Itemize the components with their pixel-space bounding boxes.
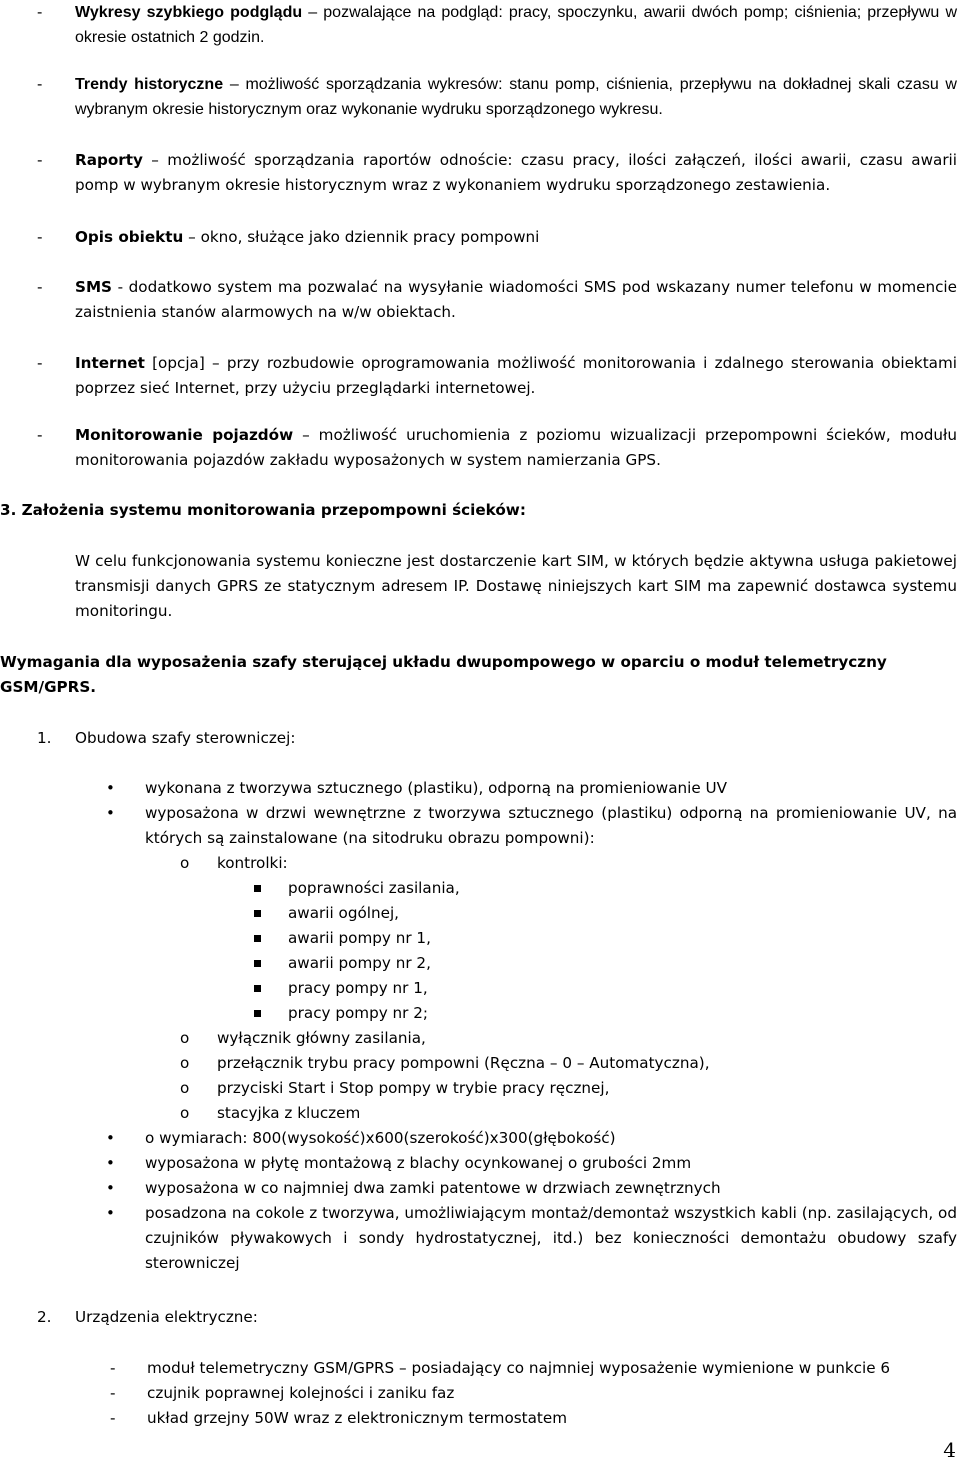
circle-marker: o [180, 1029, 190, 1047]
feature-text: możliwość uruchomienia z poziomu wizualizacji przepompowni ścieków, modułu monitorowania pojazdów zakładu wyposażonych w system namierzania GPS. [75, 426, 957, 469]
bullet-marker: • [106, 1204, 115, 1222]
bullet-text: wyposażona w płytę montażową z blachy ocynkowanej o grubości 2mm [145, 1154, 692, 1172]
feature-sep: – [293, 426, 319, 444]
bullet-text: wykonana z tworzywa sztucznego (plastiku), odporną na promieniowanie UV [145, 779, 728, 797]
feature-sep: – [302, 4, 324, 21]
square-item-text: pracy pompy nr 1, [288, 979, 428, 997]
sub-item-text: kontrolki: [217, 854, 288, 872]
sub-item [0, 1076, 960, 1101]
dash-marker: - [110, 1409, 116, 1427]
sub-item-text: wyłącznik główny zasilania, [217, 1029, 426, 1047]
bullet-text: wyposażona w co najmniej dwa zamki patentowe w drzwiach zewnętrznych [145, 1179, 721, 1197]
section-3-paragraph: W celu funkcjonowania systemu konieczne jest dostarczenie kart SIM, w których będzie aktywna usługa pakietowej transmisji danych GPRS ze statycznym adresem IP. Dostawę niniejszych kart SIM ma zapewnić dostawca systemu monitoringu. [75, 552, 957, 620]
feature-item [0, 148, 960, 198]
feature-text: możliwość sporządzania wykresów: stanu pomp, ciśnienia, przepływu na dokładnej skali czasu w wybranym okresie historycznym oraz wykonanie wydruku sporządzonego wykresu. [75, 76, 957, 118]
feature-text: okno, służące jako dziennik pracy pompowni [200, 228, 540, 246]
square-item [0, 876, 960, 901]
sub-item [0, 1101, 960, 1126]
electrical-item [0, 1356, 960, 1381]
square-item [0, 901, 960, 926]
bullet-marker: • [106, 1154, 115, 1172]
bullet-item [0, 1126, 960, 1151]
feature-title: Raporty [75, 151, 143, 169]
electrical-item-text: moduł telemetryczny GSM/GPRS – posiadający co najmniej wyposażenie wymienione w punkcie 6 [147, 1359, 891, 1377]
feature-sep: – [223, 76, 246, 93]
bullet-marker: • [106, 1179, 115, 1197]
square-item-text: poprawności zasilania, [288, 879, 460, 897]
electrical-item-text: układ grzejny 50W wraz z elektronicznym termostatem [147, 1409, 568, 1427]
bullet-item [0, 776, 960, 801]
item-1-title-row [0, 726, 960, 751]
circle-marker: o [180, 1104, 190, 1122]
feature-text: możliwość sporządzania raportów odnoście: czasu pracy, ilości załączeń, ilości awarii, czasu awarii pomp w wybranym okresie historycznym wraz z wykonaniem wydruku sporządzonego zestawienia. [75, 151, 957, 194]
feature-text: dodatkowo system ma pozwalać na wysyłanie wiadomości SMS pod wskazany numer telefonu w momencie zaistnienia stanów alarmowych na w/w obiektach. [75, 278, 957, 321]
sub-item [0, 1051, 960, 1076]
square-item-text: awarii pompy nr 1, [288, 929, 431, 947]
square-item-text: pracy pompy nr 2; [288, 1004, 429, 1022]
square-item [0, 976, 960, 1001]
item-title: Obudowa szafy sterowniczej: [75, 729, 296, 747]
sub-item [0, 851, 960, 876]
page-number: 4 [943, 1438, 956, 1462]
sub-item-text: stacyjka z kluczem [217, 1104, 361, 1122]
item-2-title-row [0, 1305, 960, 1330]
feature-text: przy rozbudowie oprogramowania możliwość monitorowania i zdalnego sterowania obiektami poprzez sieć Internet, przy użyciu przeglądarki internetowej. [75, 354, 957, 397]
dash-marker: - [37, 426, 43, 444]
bullet-item [0, 801, 960, 851]
feature-sep: – [183, 228, 201, 246]
bullet-text: o wymiarach: 800(wysokość)x600(szerokość)x300(głębokość) [145, 1129, 616, 1147]
feature-sep: - [112, 278, 129, 296]
dash-marker: - [37, 151, 43, 169]
feature-sep: – [142, 151, 168, 169]
dash-marker: - [37, 4, 43, 21]
feature-item-block [0, 148, 960, 198]
dash-marker: - [37, 354, 43, 372]
feature-sep: [opcja] – [144, 354, 227, 372]
feature-item [0, 0, 960, 50]
feature-item [0, 423, 960, 473]
feature-item [0, 275, 960, 325]
square-bullet-icon [254, 1010, 261, 1017]
sub-item-text: przyciski Start i Stop pompy w trybie pracy ręcznej, [217, 1079, 610, 1097]
feature-title: Trendy historyczne [75, 76, 224, 93]
bullet-text: wyposażona w drzwi wewnętrzne z tworzywa sztucznego (plastiku) odporną na promieniowanie UV, na których są zainstalowane (na sitodruku obrazu pompowni): [145, 804, 957, 847]
feature-item-block [0, 225, 960, 250]
bullet-list [0, 776, 960, 1276]
electrical-item [0, 1381, 960, 1406]
item-title: Urządzenia elektryczne: [75, 1308, 258, 1326]
dash-marker: - [37, 76, 43, 93]
section-heading [0, 498, 960, 523]
feature-item [0, 225, 960, 250]
bullet-item [0, 1176, 960, 1201]
dash-marker: - [37, 228, 43, 246]
square-item [0, 951, 960, 976]
feature-item [0, 72, 960, 122]
electrical-list [0, 1356, 960, 1431]
feature-item-block [0, 423, 960, 473]
requirements-heading-text: Wymagania dla wyposażenia szafy sterującej układu dwupompowego w oparciu o moduł telemetryczny GSM/GPRS. [0, 653, 887, 696]
square-bullet-icon [254, 985, 261, 992]
square-bullet-icon [254, 910, 261, 917]
requirements-heading [0, 650, 957, 700]
square-bullet-icon [254, 935, 261, 942]
feature-title: SMS [75, 278, 112, 296]
sub-item [0, 1026, 960, 1051]
electrical-item [0, 1406, 960, 1431]
square-bullet-icon [254, 885, 261, 892]
section-3-heading: 3. Założenia systemu monitorowania przepompowni ścieków: [0, 501, 526, 519]
item-number: 2. [37, 1308, 52, 1326]
circle-marker: o [180, 1054, 190, 1072]
sub-item-text: przełącznik trybu pracy pompowni (Ręczna – 0 – Automatyczna), [217, 1054, 710, 1072]
electrical-item-text: czujnik poprawnej kolejności i zaniku faz [147, 1384, 455, 1402]
feature-item-block [0, 72, 960, 122]
bullet-marker: • [106, 779, 115, 797]
bullet-marker: • [106, 1129, 115, 1147]
square-item [0, 1001, 960, 1026]
feature-title: Internet [75, 354, 145, 372]
feature-title: Monitorowanie pojazdów [75, 426, 294, 444]
square-bullet-icon [254, 960, 261, 967]
feature-item [0, 351, 960, 401]
dash-marker: - [110, 1384, 116, 1402]
feature-title: Wykresy szybkiego podglądu [75, 4, 303, 21]
feature-item-block [0, 275, 960, 325]
bullet-marker: • [106, 804, 115, 822]
bullet-item [0, 1201, 960, 1276]
circle-marker: o [180, 1079, 190, 1097]
feature-text: pozwalające na podgląd: pracy, spoczynku, awarii dwóch pomp; ciśnienia; przepływu w okresie ostatnich 2 godzin. [75, 4, 957, 46]
dash-marker: - [37, 278, 43, 296]
section-3-body [0, 549, 960, 624]
circle-marker: o [180, 854, 190, 872]
feature-item-block [0, 351, 960, 401]
bullet-text: posadzona na cokole z tworzywa, umożliwiającym montaż/demontaż wszystkich kabli (np. zasilających, od czujników pływakowych i sondy hydrostatycznej, itd.) bez konieczności demontażu obudowy szafy sterowniczej [145, 1204, 957, 1272]
dash-marker: - [110, 1359, 116, 1377]
item-number: 1. [37, 729, 52, 747]
square-item-text: awarii ogólnej, [288, 904, 400, 922]
bullet-item [0, 1151, 960, 1176]
square-item [0, 926, 960, 951]
square-item-text: awarii pompy nr 2, [288, 954, 431, 972]
feature-title: Opis obiektu [75, 228, 184, 246]
feature-list [0, 0, 960, 50]
